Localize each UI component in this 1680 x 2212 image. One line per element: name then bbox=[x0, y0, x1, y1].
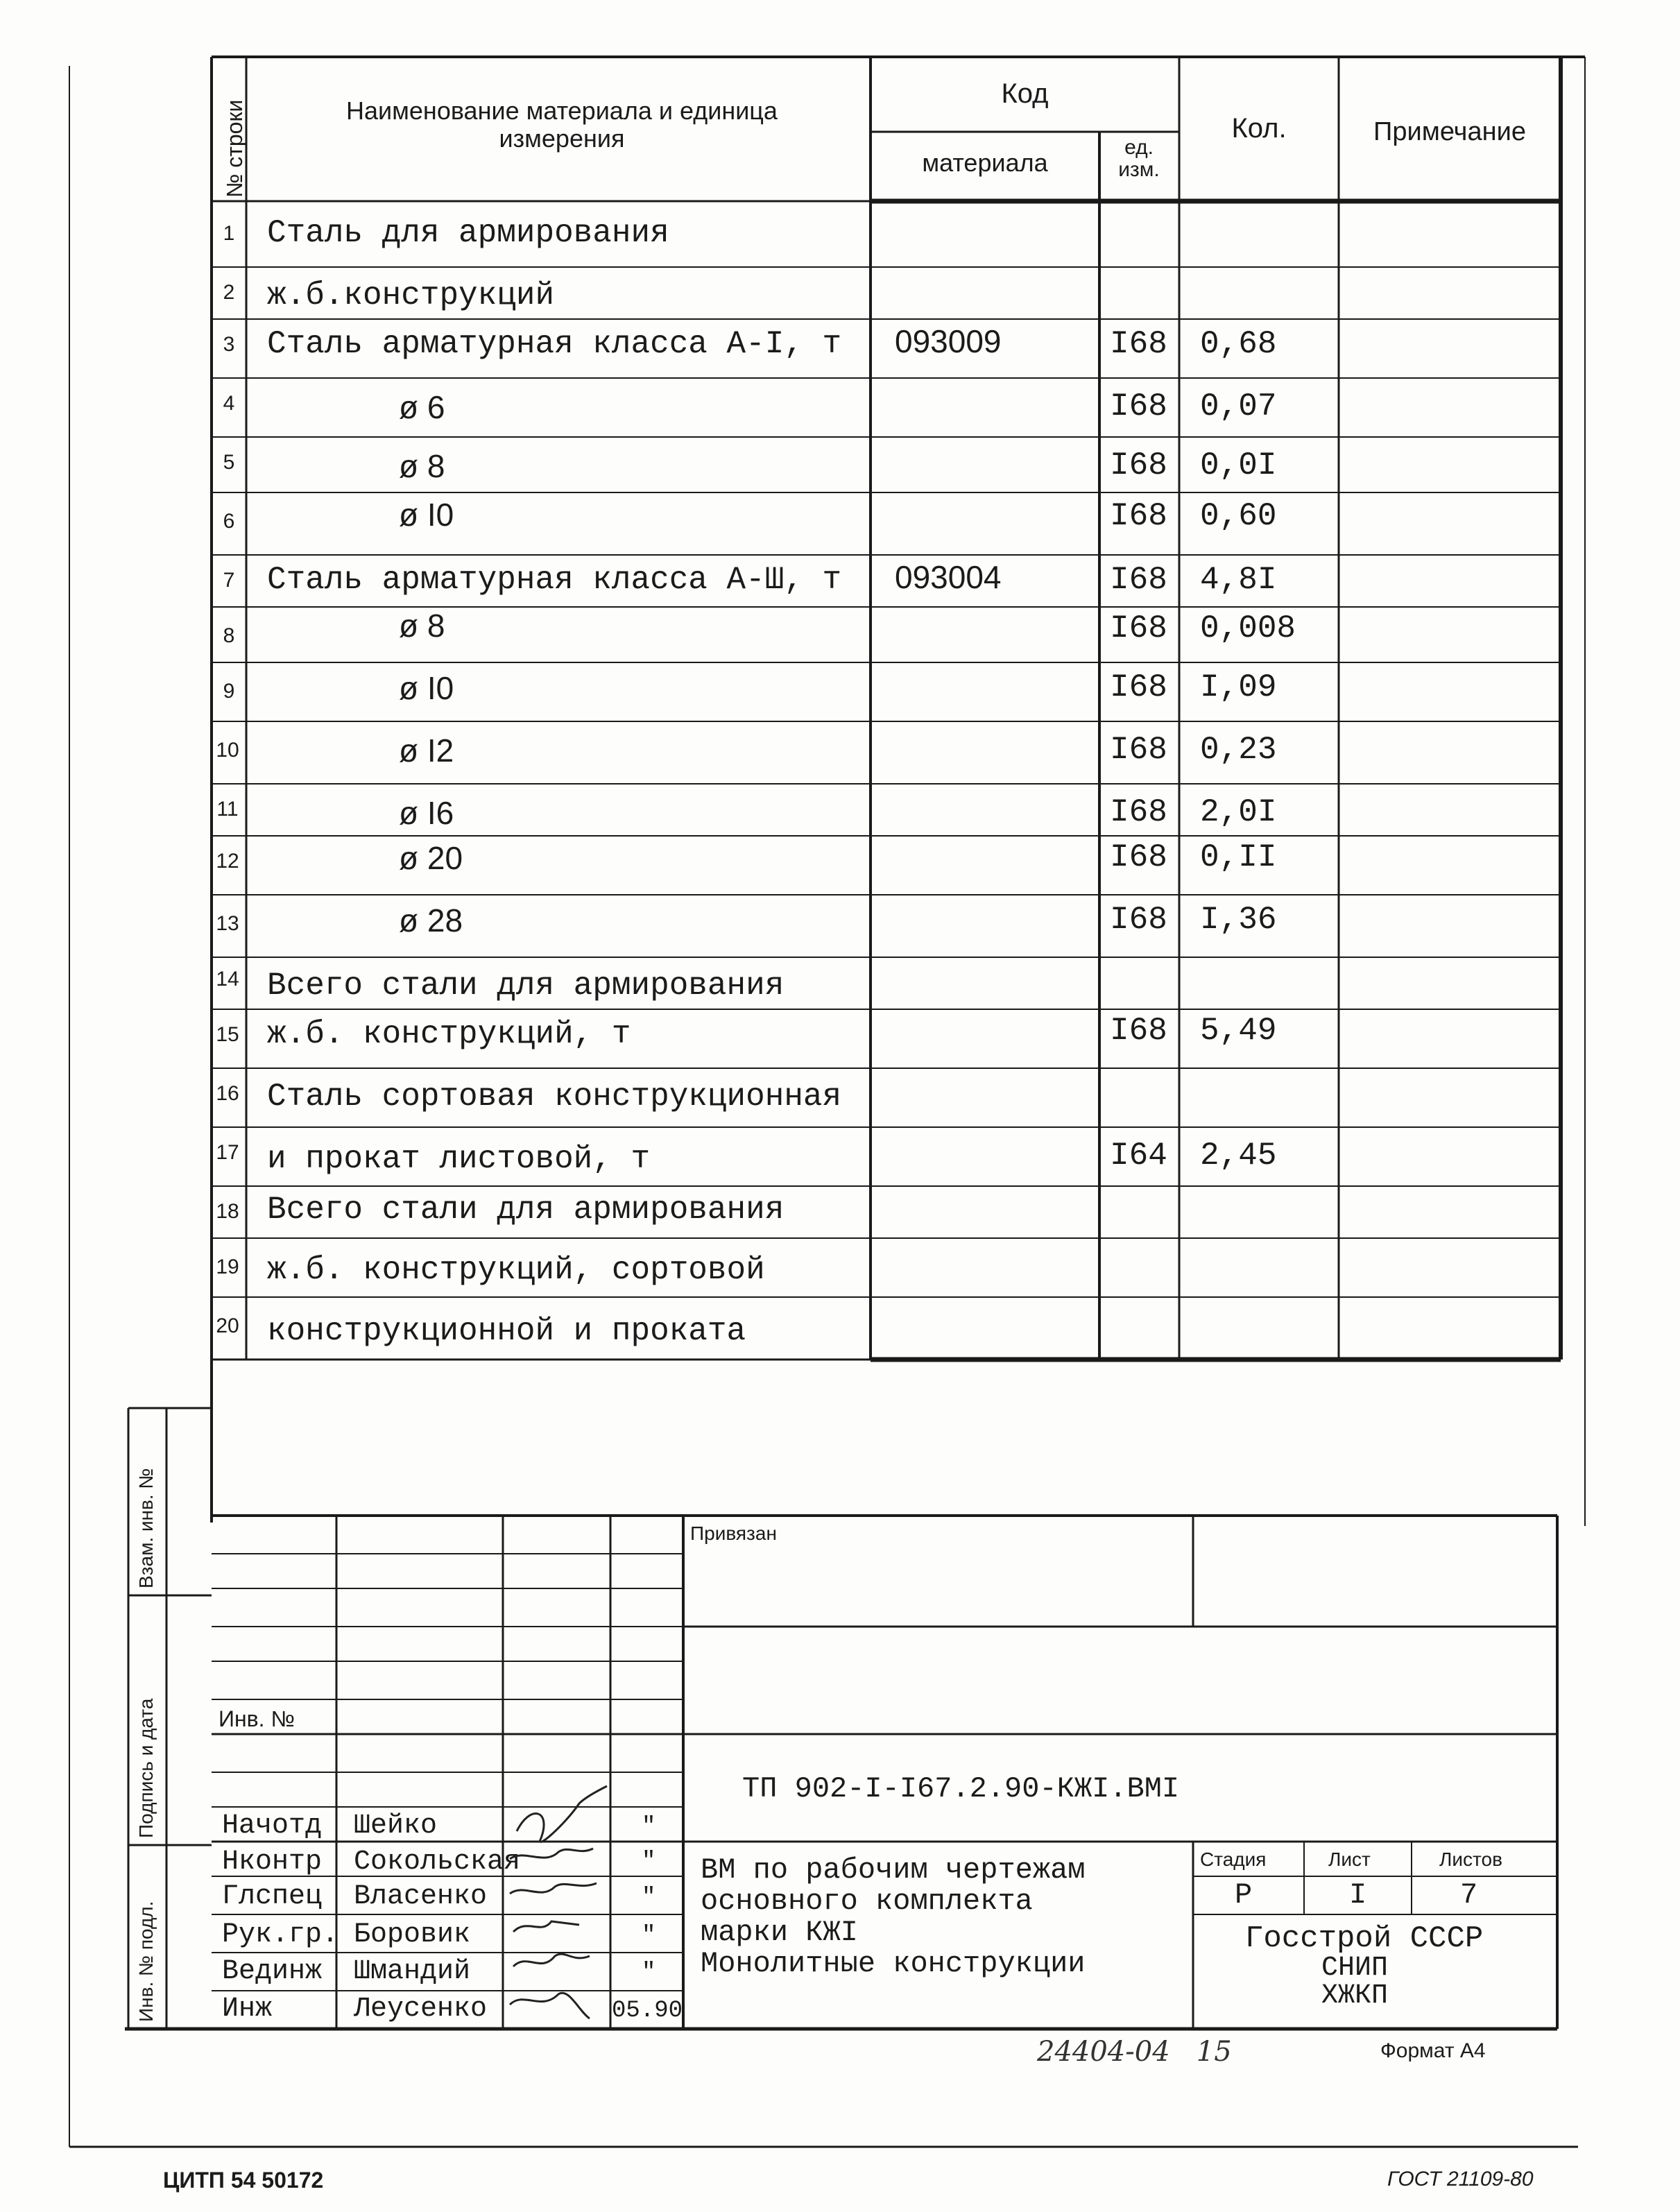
header-qty-text: Кол. bbox=[1231, 113, 1287, 144]
row-number: 4 bbox=[223, 392, 235, 415]
header-code-material-text: материала bbox=[922, 148, 1048, 177]
material-name: Сталь для армирования bbox=[267, 215, 669, 251]
quantity: I,36 bbox=[1200, 902, 1277, 938]
unit-code: I68 bbox=[1110, 902, 1167, 938]
quantity: 2,45 bbox=[1200, 1138, 1277, 1174]
staff-role: Инж bbox=[222, 1994, 273, 2025]
description-line: Монолитные конструкции bbox=[701, 1947, 1086, 1980]
staff-role: Рук.гр. bbox=[222, 1919, 339, 1950]
row-number: 18 bbox=[216, 1200, 239, 1223]
quantity: 0,68 bbox=[1200, 326, 1277, 362]
signature-2 bbox=[510, 1849, 593, 1859]
material-code: 093004 bbox=[895, 559, 1002, 595]
quantity: 0,60 bbox=[1200, 498, 1277, 534]
unit-code: I64 bbox=[1110, 1138, 1167, 1174]
staff-name: Шейко bbox=[354, 1810, 438, 1842]
unit-code: I68 bbox=[1110, 326, 1167, 362]
quantity: 4,8I bbox=[1200, 562, 1277, 598]
staff-name: Сокольская bbox=[354, 1846, 521, 1878]
row-number: 14 bbox=[216, 968, 239, 991]
signature-3 bbox=[510, 1883, 597, 1894]
sheets-value: 7 bbox=[1460, 1878, 1478, 1912]
header-code-unit-text: ед. изм. bbox=[1118, 136, 1160, 181]
unit-code: I68 bbox=[1110, 498, 1167, 534]
material-name: ø I6 bbox=[399, 795, 454, 831]
staff-name: Власенко bbox=[354, 1881, 488, 1912]
staff-role: Глспец bbox=[222, 1881, 323, 1912]
row-number: 2 bbox=[223, 281, 235, 304]
header-qty bbox=[1179, 114, 1339, 142]
staff-mark: " bbox=[642, 1885, 656, 1911]
material-name: ø I0 bbox=[399, 670, 454, 706]
quantity: 0,07 bbox=[1200, 388, 1277, 425]
staff-mark: " bbox=[642, 1814, 656, 1840]
material-name: Сталь арматурная класса А-I, т bbox=[267, 326, 842, 362]
material-name: ж.б. конструкций, сортовой bbox=[267, 1252, 765, 1288]
org-line-1: Госстрой СССР bbox=[1245, 1921, 1484, 1956]
row-number: 17 bbox=[216, 1141, 239, 1164]
unit-code: I68 bbox=[1110, 839, 1167, 875]
material-name: ø 8 bbox=[399, 608, 445, 644]
material-name: ø I0 bbox=[399, 497, 454, 533]
row-number: 19 bbox=[216, 1255, 239, 1278]
footer-left-code: ЦИТП 54 50172 bbox=[163, 2168, 324, 2193]
material-name: ж.б. конструкций, т bbox=[267, 1016, 631, 1052]
quantity: 5,49 bbox=[1200, 1013, 1277, 1049]
quantity: 0,II bbox=[1200, 839, 1277, 875]
material-name: ø I2 bbox=[399, 732, 454, 769]
quantity: 0,0I bbox=[1200, 447, 1277, 483]
header-note bbox=[1339, 118, 1561, 146]
description-line: ВМ по рабочим чертежам bbox=[701, 1853, 1086, 1887]
sheet-label: Лист bbox=[1328, 1849, 1371, 1870]
unit-code: I68 bbox=[1110, 732, 1167, 768]
header-code-unit bbox=[1104, 137, 1174, 181]
unit-code: I68 bbox=[1110, 388, 1167, 425]
document-code: ТП 902-I-I67.2.90-КЖI.ВМI bbox=[742, 1772, 1180, 1806]
row-number: 20 bbox=[216, 1314, 239, 1337]
row-number: 7 bbox=[223, 569, 235, 592]
staff-mark: 05.90 bbox=[612, 1998, 683, 2024]
header-name bbox=[319, 97, 805, 153]
format-label: Формат А4 bbox=[1380, 2039, 1486, 2062]
stage-value: Р bbox=[1235, 1878, 1253, 1912]
quantity: 0,008 bbox=[1200, 610, 1296, 646]
org-line-2: СНИП bbox=[1321, 1953, 1389, 1984]
signatures bbox=[503, 1783, 614, 2029]
material-name: Всего стали для армирования bbox=[267, 1192, 785, 1228]
signature-6 bbox=[510, 1993, 590, 2018]
row-number: 5 bbox=[223, 451, 235, 474]
description-line: основного комплекта bbox=[701, 1885, 1033, 1918]
unit-code: I68 bbox=[1110, 447, 1167, 483]
header-note-text: Примечание bbox=[1373, 117, 1526, 146]
material-name: ø 6 bbox=[399, 389, 445, 425]
inv-no-label: Инв. № bbox=[218, 1706, 295, 1731]
material-name: ø 28 bbox=[399, 902, 463, 938]
privyazan-label: Привязан bbox=[690, 1523, 777, 1544]
row-number: 8 bbox=[223, 624, 235, 647]
unit-code: I68 bbox=[1110, 562, 1167, 598]
quantity: 0,23 bbox=[1200, 732, 1277, 768]
header-code-text: Код bbox=[1001, 78, 1049, 109]
side-label-inv-podl: Инв. № подл. bbox=[135, 1901, 157, 2022]
header-code bbox=[871, 80, 1179, 108]
staff-name: Леусенко bbox=[354, 1994, 488, 2025]
staff-name: Шмандий bbox=[354, 1956, 471, 1987]
material-code: 093009 bbox=[895, 323, 1002, 359]
header-row-no bbox=[222, 100, 248, 198]
signature-4 bbox=[513, 1921, 579, 1932]
row-number: 6 bbox=[223, 510, 235, 533]
unit-code: I68 bbox=[1110, 669, 1167, 705]
signature-1 bbox=[517, 1786, 607, 1842]
header-row-no-text: № строки bbox=[222, 99, 247, 198]
quantity: I,09 bbox=[1200, 669, 1277, 705]
staff-mark: " bbox=[642, 1960, 656, 1986]
handwritten-number: 24404-04 15 bbox=[1037, 2036, 1232, 2068]
row-number: 13 bbox=[216, 912, 239, 935]
footer-right-code: ГОСТ 21109-80 bbox=[1387, 2168, 1534, 2190]
quantity: 2,0I bbox=[1200, 794, 1277, 830]
material-name: Сталь сортовая конструкционная bbox=[267, 1079, 842, 1115]
material-name: ø 20 bbox=[399, 840, 463, 876]
row-number: 10 bbox=[216, 739, 239, 762]
material-name: и прокат листовой, т bbox=[267, 1141, 651, 1177]
org-line-3: ХЖКП bbox=[1321, 1980, 1389, 2012]
unit-code: I68 bbox=[1110, 1013, 1167, 1049]
row-number: 1 bbox=[223, 222, 235, 245]
unit-code: I68 bbox=[1110, 610, 1167, 646]
staff-role: Нконтр bbox=[222, 1846, 323, 1878]
sheets-label: Листов bbox=[1439, 1849, 1502, 1870]
row-number: 9 bbox=[223, 680, 235, 703]
header-name-text: Наименование материала и единица измерения bbox=[346, 96, 778, 153]
staff-role: Начотд bbox=[222, 1810, 323, 1842]
material-name: ø 8 bbox=[399, 448, 445, 484]
sheet-value: I bbox=[1349, 1878, 1367, 1912]
row-number: 15 bbox=[216, 1023, 239, 1046]
side-label-vzam: Взам. инв. № bbox=[135, 1468, 157, 1588]
staff-name: Боровик bbox=[354, 1919, 471, 1950]
row-number: 11 bbox=[216, 798, 239, 821]
material-name: Сталь арматурная класса А-Ш, т bbox=[267, 562, 842, 598]
row-number: 16 bbox=[216, 1082, 239, 1105]
staff-mark: " bbox=[642, 1849, 656, 1875]
material-name: конструкционной и проката bbox=[267, 1313, 746, 1349]
header-code-material bbox=[871, 149, 1099, 177]
material-name: Всего стали для армирования bbox=[267, 968, 785, 1004]
staff-role: Вединж bbox=[222, 1956, 323, 1987]
stage-label: Стадия bbox=[1200, 1849, 1267, 1870]
row-number: 12 bbox=[216, 850, 239, 873]
signature-5 bbox=[513, 1954, 590, 1966]
material-name: ж.б.конструкций bbox=[267, 277, 555, 314]
unit-code: I68 bbox=[1110, 794, 1167, 830]
row-number: 3 bbox=[223, 333, 235, 356]
description-line: марки КЖI bbox=[701, 1916, 858, 1949]
side-label-podpis: Подпись и дата bbox=[135, 1698, 157, 1838]
staff-mark: " bbox=[642, 1923, 656, 1949]
